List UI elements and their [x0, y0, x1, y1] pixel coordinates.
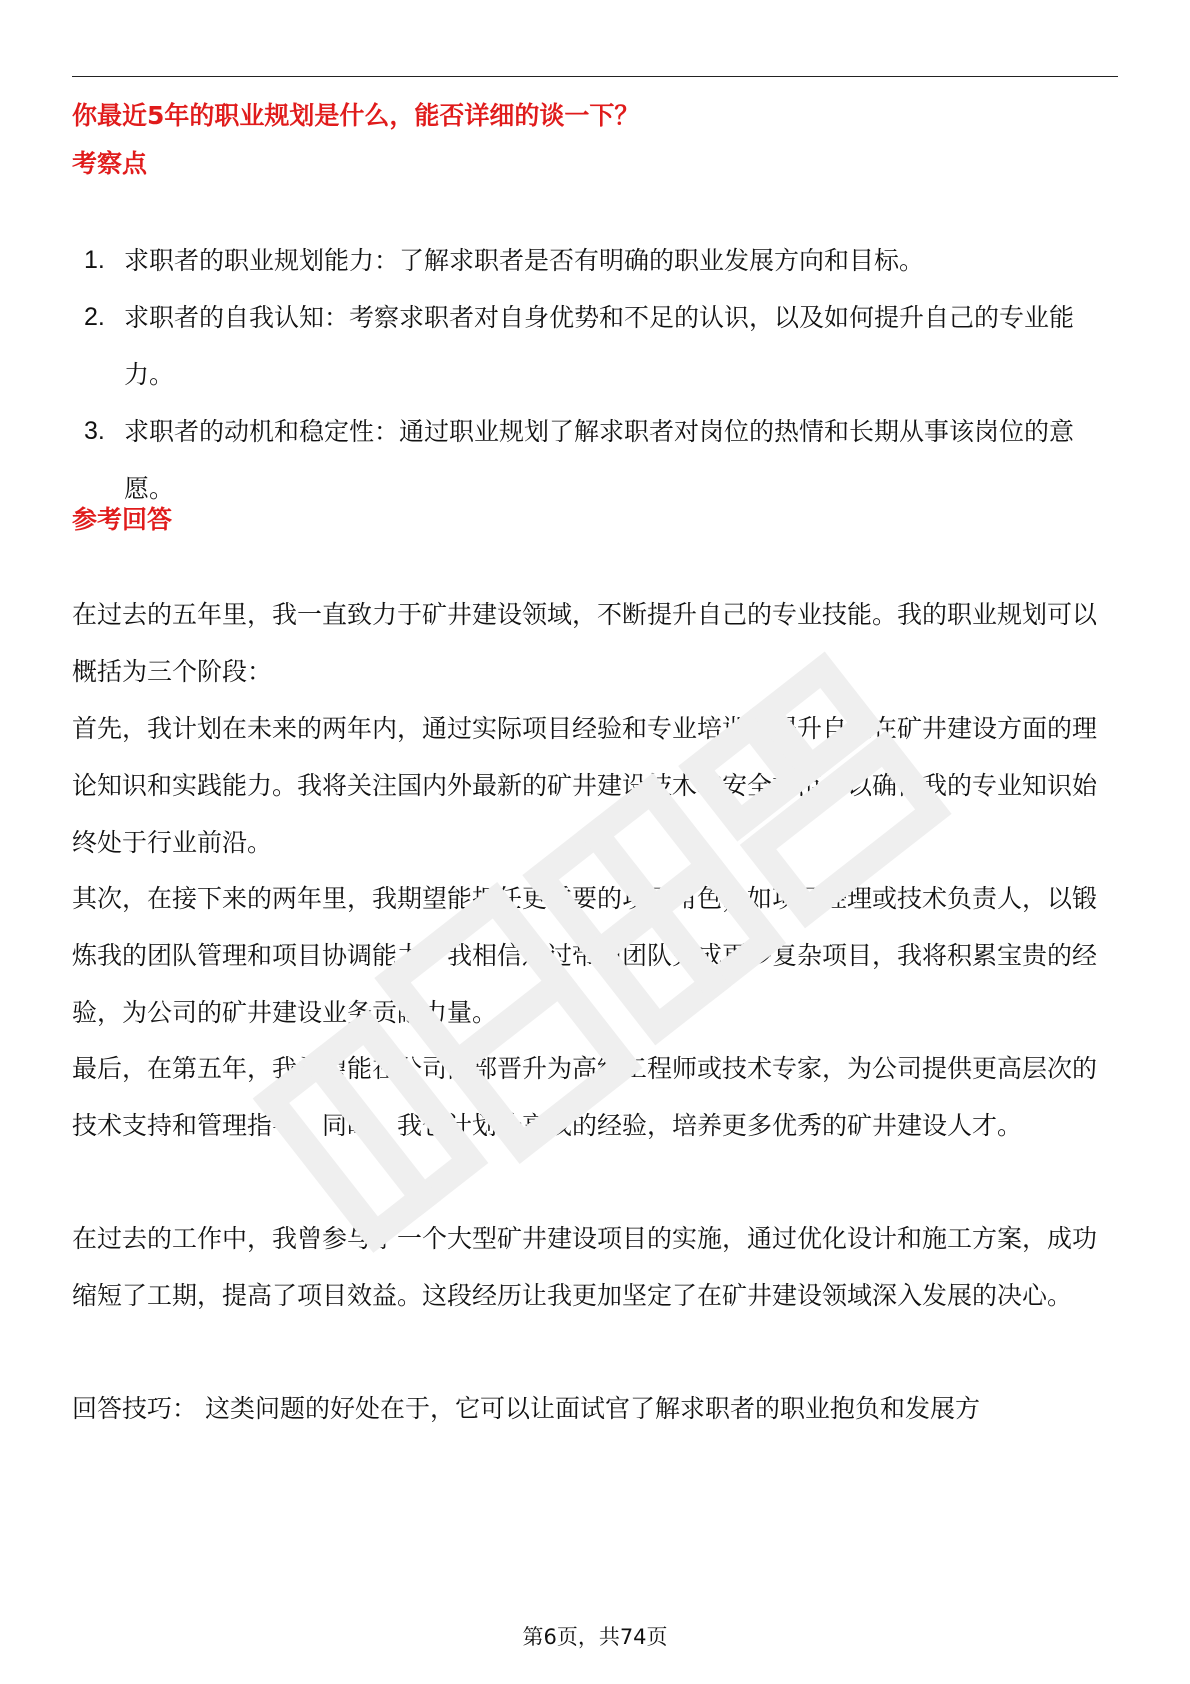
- list-item-number: 3.: [84, 417, 105, 445]
- top-rule: [72, 76, 1118, 77]
- page-footer: 第6页，共74页: [522, 1625, 668, 1649]
- list-item: [72, 289, 1118, 403]
- answer-tip-paragraph: 回答技巧： 这类问题的好处在于，它可以让面试官了解求职者的职业抱负和发展方: [72, 1394, 980, 1423]
- exam-points-list: [72, 232, 1118, 517]
- answer-heading: 参考回答: [72, 505, 173, 534]
- list-item: [72, 232, 1118, 289]
- answer-paragraph: 在过去的五年里，我一直致力于矿井建设领域，不断提升自己的专业技能。我的职业规划可以概括为三个阶段：: [72, 600, 1098, 686]
- answer-paragraph: 在过去的工作中，我曾参与了一个大型矿井建设项目的实施，通过优化设计和施工方案，成功缩短了工期，提高了项目效益。这段经历让我更加坚定了在矿井建设领域深入发展的决心。: [72, 1224, 1098, 1310]
- answer-paragraph: 最后，在第五年，我希望能在公司内部晋升为高级工程师或技术专家，为公司提供更高层次的技术支持和管理指导。同时，我也计划分享我的经验，培养更多优秀的矿井建设人才。: [72, 1054, 1098, 1140]
- question-title: 你最近5年的职业规划是什么，能否详细的谈一下？: [72, 101, 640, 130]
- list-item: [72, 403, 1118, 517]
- answer-paragraph: 其次，在接下来的两年里，我期望能担任更重要的项目角色，如项目经理或技术负责人，以锻炼我的团队管理和项目协调能力。我相信通过带领团队完成更多复杂项目，我将积累宝贵的经验，为公司的矿井建设业务贡献力量。: [72, 884, 1098, 1027]
- answer-paragraph: 首先，我计划在未来的两年内，通过实际项目经验和专业培训，提升自己在矿井建设方面的理论知识和实践能力。我将关注国内外最新的矿井建设技术和安全规范，以确保我的专业知识始终处于行业前沿。: [72, 714, 1098, 857]
- list-item-text: 求职者的动机和稳定性：通过职业规划了解求职者对岗位的热情和长期从事该岗位的意愿。: [124, 417, 1075, 503]
- exam-points-heading: 考察点: [72, 149, 148, 178]
- list-item-text: 求职者的自我认知：考察求职者对自身优势和不足的认识，以及如何提升自己的专业能力。: [124, 303, 1075, 389]
- list-item-number: 1.: [84, 246, 105, 274]
- list-item-text: 求职者的职业规划能力：了解求职者是否有明确的职业发展方向和目标。: [124, 246, 925, 275]
- list-item-number: 2.: [84, 303, 105, 331]
